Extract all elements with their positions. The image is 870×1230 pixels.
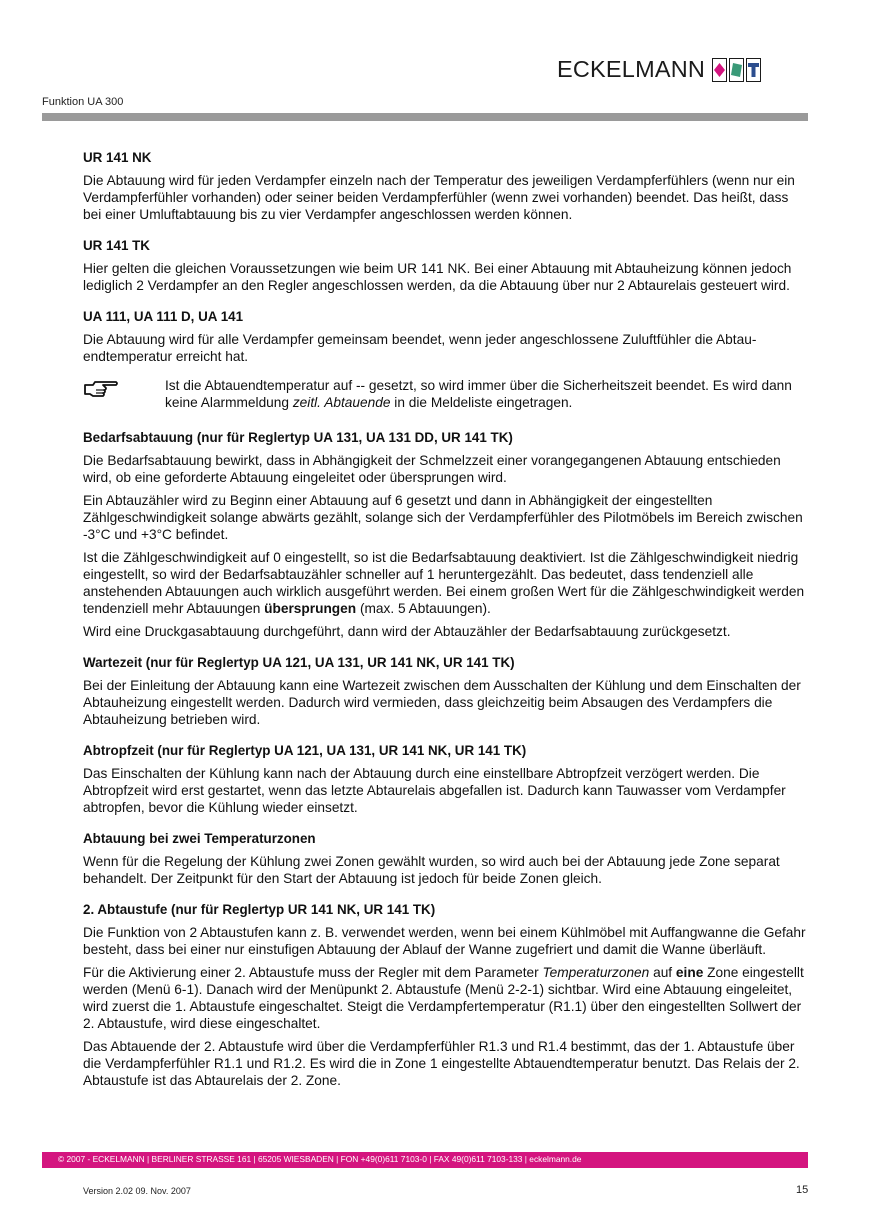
logo-t-shape-icon: [746, 58, 761, 82]
eckelmann-logo: [557, 58, 761, 82]
paragraph: Die Abtauung wird für jeden Verdampfer einzeln nach der Temperatur des jeweiligen Verdampferfühlers (wenn nur ein Verdampferfühler vorhanden) oder seiner beiden Verdampferfühler (wenn zwei vorhanden) beendet. Das heißt, dass bei einer Umluftabtauung bis zu vier Verdampfer angeschlossen werden können.: [83, 173, 795, 222]
document-title: Funktion UA 300: [42, 96, 124, 108]
logo-diamond-icon: [712, 58, 727, 82]
paragraph: Die Bedarfsabtauung bewirkt, dass in Abhängigkeit der Schmelzzeit einer vorangegangenen Abtauung entschieden wird, ob eine geforderte Abtauung eingeleitet oder übersprungen wird.: [83, 453, 781, 485]
header-rule: [42, 113, 808, 121]
note-block: [83, 377, 809, 411]
paragraph: Wird eine Druckgasabtauung durchgeführt, dann wird der Abtauzähler der Bedarfsabtauung zurückgesetzt.: [83, 624, 731, 639]
footer-bar: [42, 1152, 808, 1168]
page-number: 15: [796, 1184, 809, 1196]
paragraph: Bei der Einleitung der Abtauung kann eine Wartezeit zwischen dem Ausschalten der Kühlung und dem Einschalten der Abtauheizung eingestellt werden. Dadurch wird vermieden, dass gleichzeitig beim Absaugen des Verdampfers die Abtauheizung betrieben wird.: [83, 678, 801, 727]
logo-parallelogram-icon: [729, 58, 744, 82]
paragraph: Die Funktion von 2 Abtaustufen kann z. B. verwendet werden, wenn bei einem Kühlmöbel mit Auffangwanne die Gefahr besteht, dass bei einer nur einstufigen Abtauung der Ablauf der Wanne zugefriert und damit die Wanne überläuft.: [83, 925, 806, 957]
page-content: [83, 138, 809, 1095]
section-heading: Abtropfzeit (nur für Reglertyp UA 121, UA 131, UR 141 NK, UR 141 TK): [83, 743, 527, 758]
paragraph: Das Abtauende der 2. Abtaustufe wird über die Verdampferfühler R1.3 und R1.4 bestimmt, das der 1. Abtaustufe über die Verdampferfühler R1.1 und R1.2. Es wird die in Zone 1 eingestellte Abtauendtemperatur benutzt. Das Relais der 2. Abtaustufe ist das Abtaurelais der 2. Zone.: [83, 1039, 800, 1088]
footer-address: © 2007 - ECKELMANN | BERLINER STRASSE 161 | 65205 WIESBADEN | FON +49(0)611 7103-0 | FAX 49(0)611 7103-133 | eckelmann.de: [58, 1154, 582, 1164]
section-heading: Bedarfsabtauung (nur für Reglertyp UA 131, UA 131 DD, UR 141 TK): [83, 430, 513, 445]
paragraph: Hier gelten die gleichen Voraussetzungen wie beim UR 141 NK. Bei einer Abtauung mit Abtauheizung können jedoch lediglich 2 Verdampfer an den Regler angeschlossen werden, da die Abtauung über nur 2 Abtaurelais gesteuert wird.: [83, 261, 792, 293]
section-heading: UR 141 TK: [83, 238, 150, 253]
section-heading: 2. Abtaustufe (nur für Reglertyp UR 141 NK, UR 141 TK): [83, 902, 436, 917]
paragraph: Die Abtauung wird für alle Verdampfer gemeinsam beendet, wenn jeder angeschlossene Zuluftfühler die Abtau-endtemperatur erreicht hat.: [83, 332, 757, 364]
section-heading: Abtauung bei zwei Temperaturzonen: [83, 831, 316, 846]
paragraph: Ein Abtauzähler wird zu Beginn einer Abtauung auf 6 gesetzt und dann in Abhängigkeit der eingestellten Zählgeschwindigkeit solange abwärts gezählt, solange sich der Verdampferfühler des Pilotmöbels im Bereich zwischen -3°C und +3°C befindet.: [83, 493, 803, 542]
paragraph: Wenn für die Regelung der Kühlung zwei Zonen gewählt wurden, so wird auch bei der Abtauung jede Zone separat behandelt. Der Zeitpunkt für den Start der Abtauung ist jedoch für beide Zonen gleich.: [83, 854, 780, 886]
section-heading: UA 111, UA 111 D, UA 141: [83, 309, 244, 324]
paragraph: Ist die Zählgeschwindigkeit auf 0 eingestellt, so ist die Bedarfsabtauung deaktiviert. Ist die Zählgeschwindigkeit niedrig eingestellt, so wird der Bedarfsabtauzähler schneller auf 1 heruntergezählt. Das bedeutet, dass tendenziell alle anstehenden Abtauungen auch wirklich ausgeführt werden. Bei einem großen Wert für die Zählgeschwindigkeit werden tendenziell mehr Abtauungen übersprungen (max. 5 Abtauungen).: [83, 550, 805, 616]
paragraph: Für die Aktivierung einer 2. Abtaustufe muss der Regler mit dem Parameter Temperaturzonen auf eine Zone eingestellt werden (Menü 6-1). Danach wird der Menüpunkt 2. Abtaustufe (Menü 2-2-1) sichtbar. Wird eine Abtauung eingeleitet, wird zuerst die 1. Abtaustufe eingeschaltet. Steigt die Verdampfertemperatur (R1.1) über den eingestellten Sollwert der 2. Abtaustufe, wird diese eingeschaltet.: [83, 965, 804, 1031]
version-text: Version 2.02 09. Nov. 2007: [83, 1186, 191, 1196]
logo-text: ECKELMANN: [557, 56, 706, 83]
pointing-hand-icon: [83, 377, 165, 411]
note-text: Ist die Abtauendtemperatur auf -- gesetzt, so wird immer über die Sicherheitszeit beendet. Es wird dann keine Alarmmeldung zeitl. Abtauende in die Meldeliste eingetragen.: [165, 378, 792, 410]
logo-icon-group: [710, 58, 761, 82]
section-heading: Wartezeit (nur für Reglertyp UA 121, UA 131, UR 141 NK, UR 141 TK): [83, 655, 515, 670]
paragraph: Das Einschalten der Kühlung kann nach der Abtauung durch eine einstellbare Abtropfzeit verzögert werden. Die Abtropfzeit wird erst gestartet, wenn das letzte Abtaurelais abgefallen ist. Dadurch kann Tauwasser vom Verdampfer abtropfen, bevor die Kühlung wieder einsetzt.: [83, 766, 786, 815]
section-heading: UR 141 NK: [83, 150, 152, 165]
